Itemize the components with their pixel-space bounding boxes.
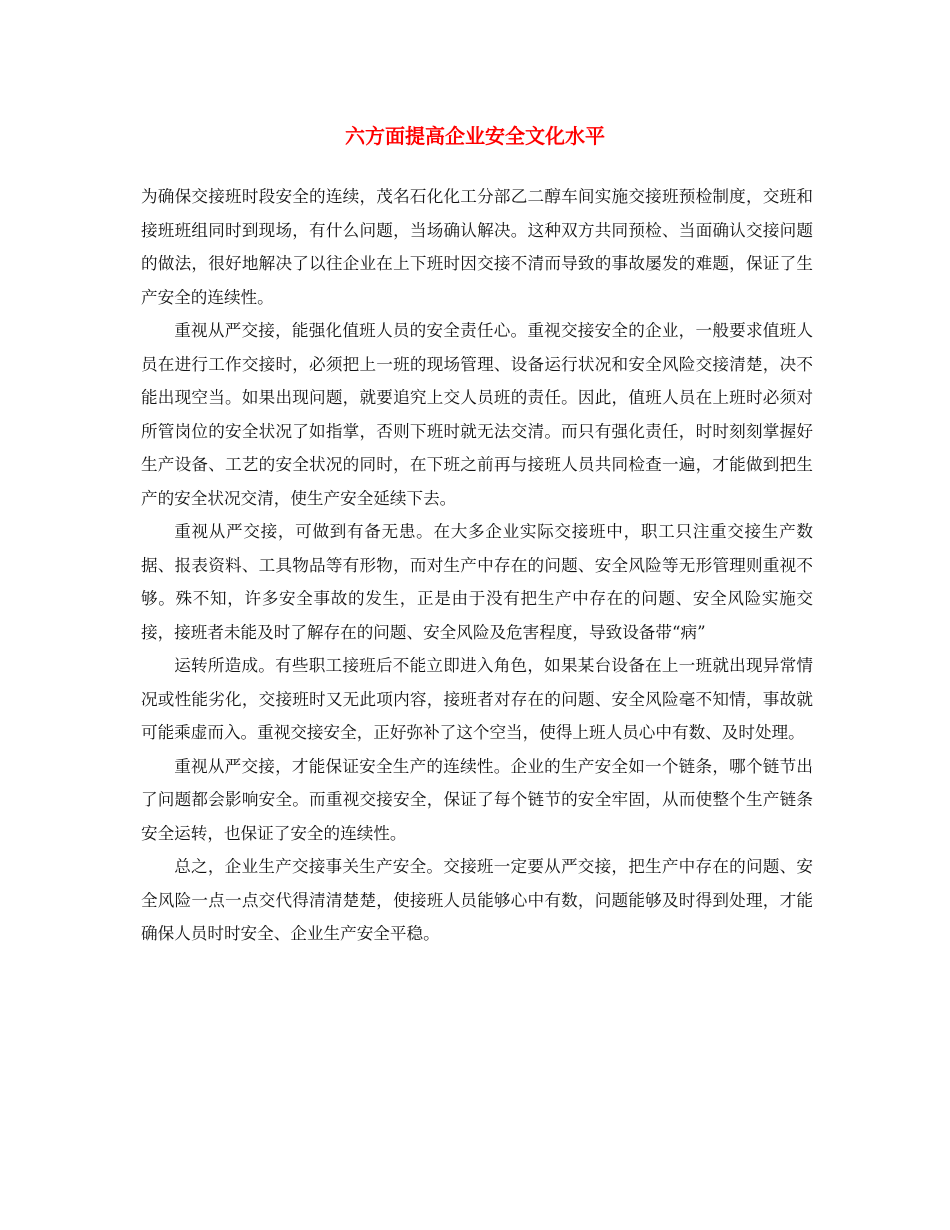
document-body	[141, 180, 813, 951]
paragraph-6: 总之，企业生产交接事关生产安全。交接班一定要从严交接，把生产中存在的问题、安全风险一点一点交代得清清楚楚，使接班人员能够心中有数，问题能够及时得到处理，才能确保人员时时安全、企业生产安全平稳。	[141, 857, 813, 943]
paragraph-4: 运转所造成。有些职工接班后不能立即进入角色，如果某台设备在上一班就出现异常情况或性能劣化，交接班时又无此项内容，接班者对存在的问题、安全风险毫不知情，事故就可能乘虚而入。重视交接安全，正好弥补了这个空当，使得上班人员心中有数、及时处理。	[141, 656, 813, 742]
paragraph-3: 重视从严交接，可做到有备无患。在大多企业实际交接班中，职工只注重交接生产数据、报表资料、工具物品等有形物，而对生产中存在的问题、安全风险等无形管理则重视不够。殊不知，许多安全事故的发生，正是由于没有把生产中存在的问题、安全风险实施交接，接班者未能及时了解存在的问题、安全风险及危害程度，导致设备带“病”	[141, 522, 813, 642]
paragraph-1: 为确保交接班时段安全的连续，茂名石化化工分部乙二醇车间实施交接班预检制度，交班和接班班组同时到现场，有什么问题，当场确认解决。这种双方共同预检、当面确认交接问题的做法，很好地解决了以往企业在上下班时因交接不清而导致的事故屡发的难题，保证了生产安全的连续性。	[141, 187, 813, 307]
document-title: 六方面提高企业安全文化水平	[345, 124, 605, 148]
paragraph-5: 重视从严交接，才能保证安全生产的连续性。企业的生产安全如一个链条，哪个链节出了问题都会影响安全。而重视交接安全，保证了每个链节的安全牢固，从而使整个生产链条安全运转，也保证了安全的连续性。	[141, 756, 813, 843]
paragraph-2: 重视从严交接，能强化值班人员的安全责任心。重视交接安全的企业，一般要求值班人员在进行工作交接时，必须把上一班的现场管理、设备运行状况和安全风险交接清楚，决不能出现空当。如果出现问题，就要追究上交人员班的责任。因此，值班人员在上班时必须对所管岗位的安全状况了如指掌，否则下班时就无法交清。而只有强化责任，时时刻刻掌握好生产设备、工艺的安全状况的同时，在下班之前再与接班人员共同检查一遍，才能做到把生产的安全状况交清，使生产安全延续下去。	[141, 321, 813, 508]
